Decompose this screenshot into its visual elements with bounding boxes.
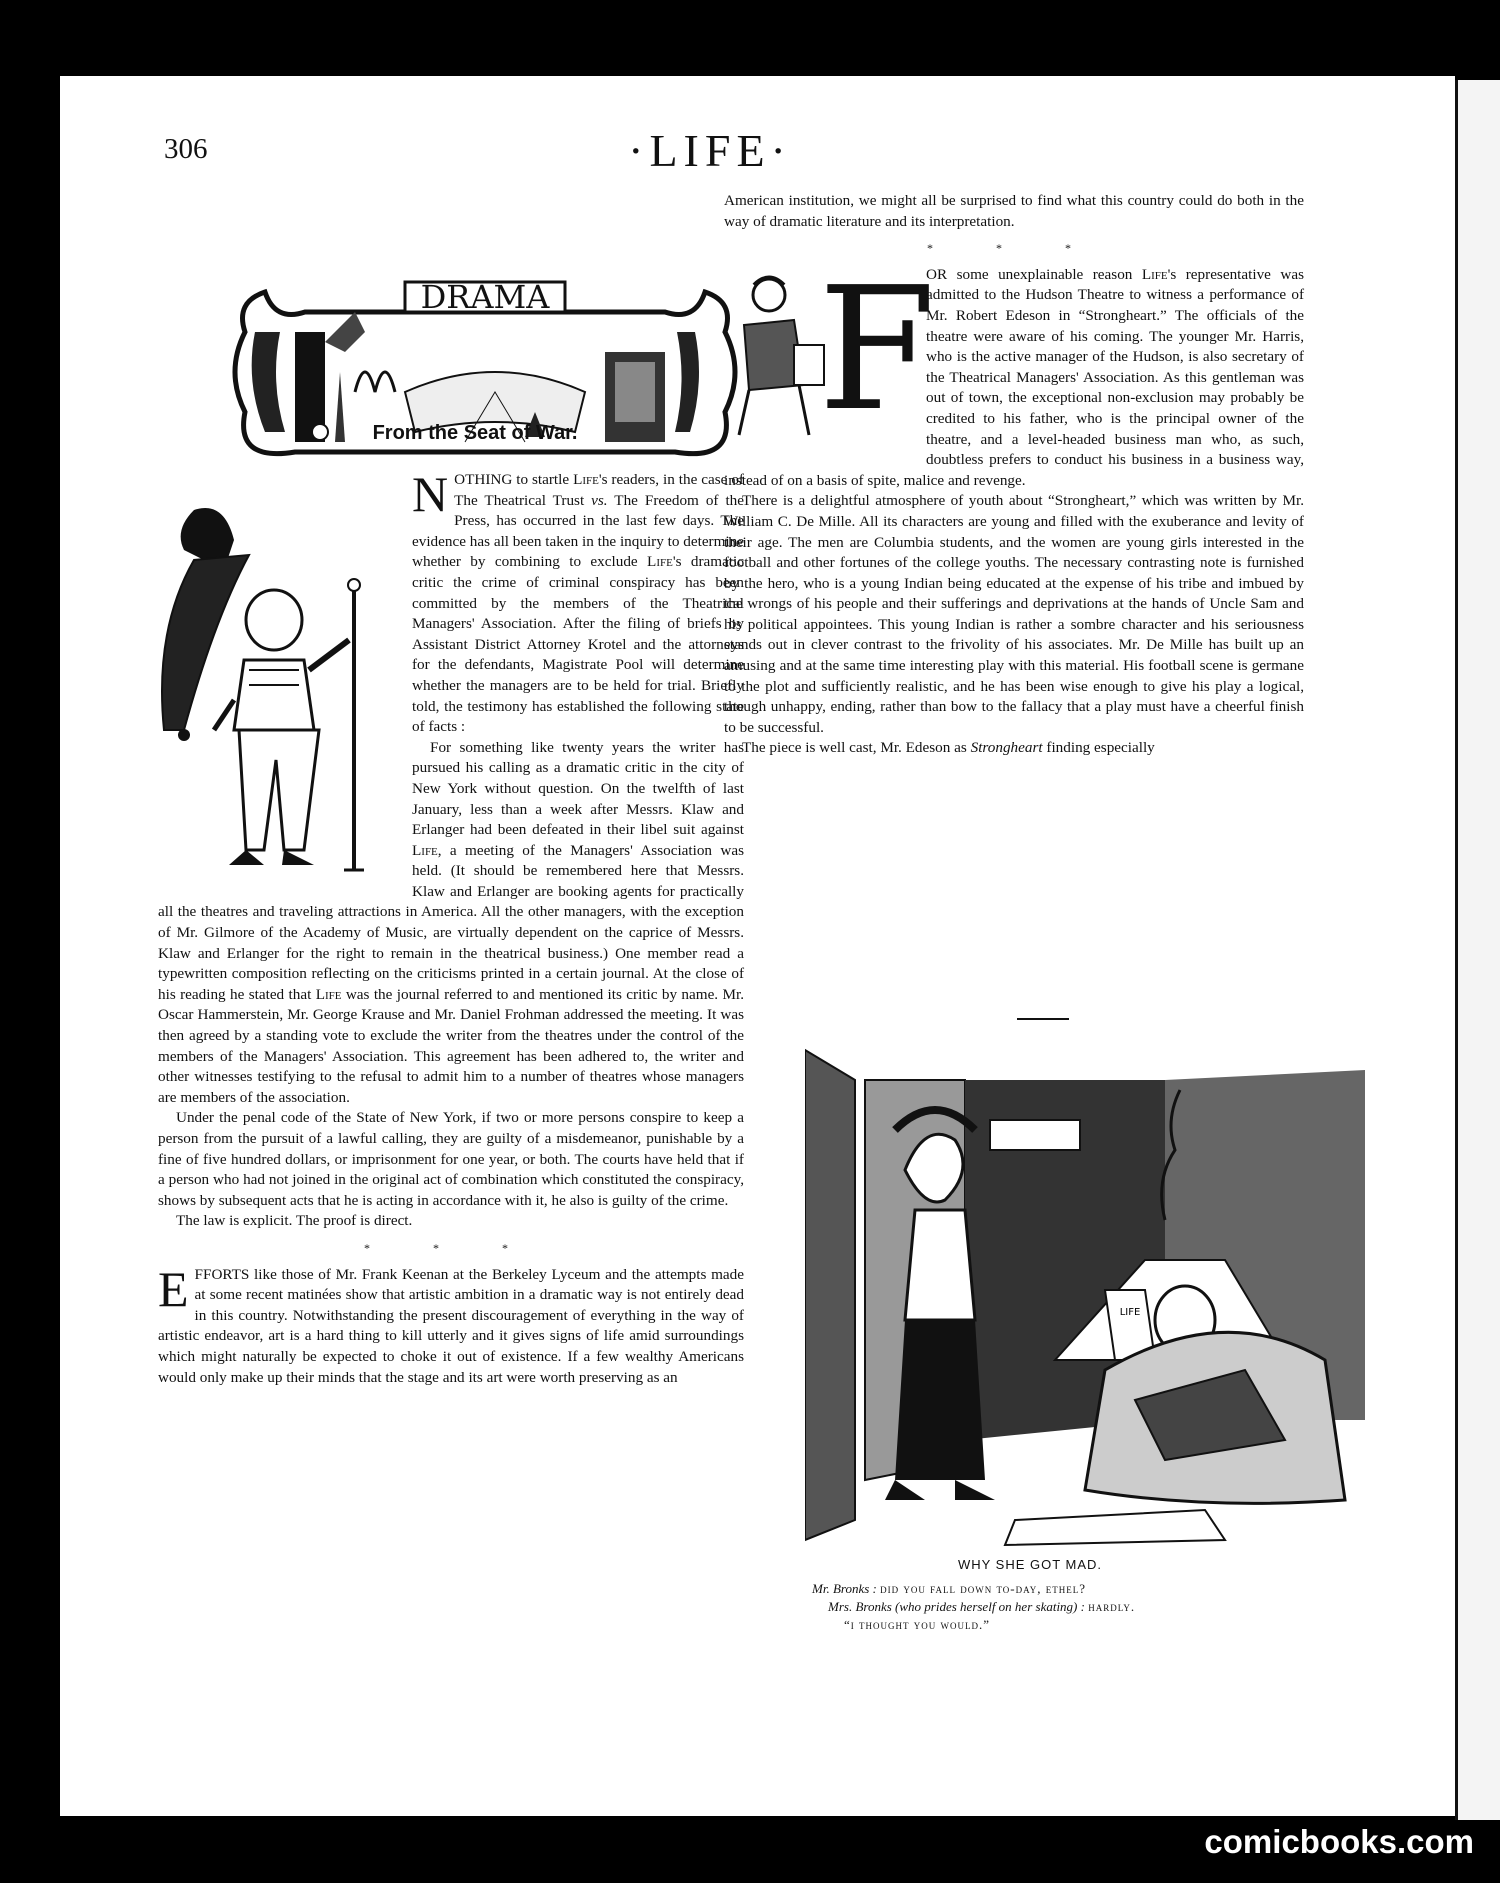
- column-rule: [1017, 1018, 1069, 1020]
- drop-cap-f: F: [818, 250, 936, 449]
- drama-banner-title: DRAMA: [420, 278, 550, 316]
- paragraph-text: FFORTS like those of Mr. Frank Keenan at the Berkeley Lyceum and the attempts made at some recent matinées show that artistic ambition in a dramatic way is not entirely dead in this country. Notwithstanding the present discouragement of everything in the way of artistic endeavor, art is a hard thing to kill utterly and it gives signs of life amid surroundings which might naturally be expected to choke it out of existence. If a few wealthy Americans would only make up their minds that the stage and its art were worth preserving as an: [158, 1265, 744, 1386]
- paragraph-text: Life: [1141, 265, 1168, 283]
- section-divider-stars: * * *: [364, 1240, 538, 1255]
- paragraph-text: Life: [315, 985, 342, 1003]
- cartoon-caption-title: WHY SHE GOT MAD.: [957, 1557, 1103, 1572]
- drama-paragraph-6: American institution, we might all be surprised to find what this country could do both in the way of dramatic literature and its interpretation.: [724, 192, 1304, 230]
- drama-paragraph-3: Under the penal code of the State of New York, if two or more persons conspire to keep a person from the pursuit of a lawful calling, they are guilty of a misdemeanor, punishable by a fine of five hundred dollars, or imprisonment for one year, or both. The courts have held that if a person who had not joined in the original act of combination which constituted the conspiracy, shows by subsequent acts that he is acting in accordance with it, he also is guilty of the crime.: [158, 1109, 744, 1209]
- caption-line-1: [812, 1580, 1272, 1598]
- drama-banner: [225, 272, 745, 484]
- cartoon-illustration: [805, 1040, 1365, 1550]
- drop-cap-e: E: [158, 1260, 189, 1317]
- cartoon-drawing: [805, 1040, 1365, 1550]
- section-divider-stars: * * *: [927, 241, 1101, 256]
- paragraph-text: The piece is well cast, Mr. Edeson as: [742, 739, 971, 757]
- drama-banner-illustration: [225, 272, 745, 484]
- paragraph-text: vs.: [591, 491, 608, 509]
- drama-paragraph-5: [158, 1260, 744, 1389]
- paragraph-text: was the journal referred to and mentioned its critic by name. Mr. Oscar Hammerstein, Mr. George Krause and Mr. Daniel Frohman addressed the meeting. It was then agreed by a standing vote to exclude the writer from the theatres under the control of the members of the Managers' Association. This agreement has been adhered to, the writer and other witnesses testifying to the refusal to admit him to a number of theatres whose managers are members of the association.: [158, 985, 744, 1106]
- caption-dialogue: did you fall down to-day, ethel?: [880, 1581, 1087, 1596]
- drama-paragraph-4: The law is explicit. The proof is direct.: [176, 1212, 413, 1230]
- caption-speaker: Mrs. Bronks (who prides herself on her skating) :: [828, 1599, 1085, 1614]
- right-column: [724, 191, 1304, 759]
- paragraph-text: Life: [573, 471, 599, 488]
- site-watermark: comicbooks.com: [1204, 1823, 1474, 1860]
- page-number: 306: [164, 133, 208, 165]
- paragraph-text: 's representative was admitted to the Hudson Theatre to witness a performance of Mr. Robert Edeson in “Strongheart.” The officials of the theatre were aware of his coming. The younger Mr. Harris, who is the active manager of the Hudson, is also secretary of the Theatrical Managers' Association. As this gentleman was out of town, the exceptional non-exclusion may probably be credited to his father, who is the principal owner of the theatre, and a level-headed business man who, as such, doubtless prefers to conduct his business in a business way, instead of on a basis of spite, malice and revenge.: [724, 265, 1304, 489]
- caption-speaker: Mr. Bronks :: [812, 1581, 877, 1596]
- caption-line-3: [812, 1616, 1272, 1634]
- decorative-initial-f: [724, 250, 936, 455]
- left-column: [158, 466, 745, 1388]
- cartoon-caption: [812, 1580, 1272, 1634]
- masthead: ·LIFE·: [628, 125, 792, 176]
- caption-line-2: [812, 1598, 1272, 1616]
- paragraph-text: 's readers, in the case of The Theatrical Trust: [454, 471, 744, 509]
- paragraph-text: OTHING to startle: [454, 471, 574, 488]
- paragraph-text: The Freedom of the Press, has occurred in the last few days. The evidence has all been taken in the inquiry to determine whether by combining to exclude: [412, 491, 745, 571]
- paragraph-text: OR some unexplainable reason: [926, 265, 1142, 283]
- paragraph-text: Strongheart: [970, 739, 1043, 757]
- section-title: From the Seat of War.: [372, 422, 578, 444]
- paragraph-text: Life: [412, 841, 438, 859]
- paragraph-text: , a meeting of the Managers' Association was held. (It should be remembered here that Messrs. Klaw and Erlanger are booking agents for practically all the theatres and traveling attractions in America. All the other managers, with the exception of Mr. Gilmore of the Academy of Music, are virtually dependent on the caprice of Messrs. Klaw and Erlanger for the right to remain in the theatrical business.) One member read a typewritten composition reflecting on the criticisms printed in a certain journal. At the close of his reading he stated that: [158, 841, 744, 1003]
- caption-dialogue: hardly.: [1088, 1599, 1136, 1614]
- drama-paragraph-9: [724, 738, 1304, 759]
- paragraph-text: finding especially: [1042, 739, 1155, 757]
- paragraph-text: Life: [647, 553, 673, 571]
- next-page-edge: [1455, 80, 1500, 1820]
- cartoon-book-label: LIFE: [1119, 1307, 1141, 1318]
- paragraph-text: For something like twenty years the writer has pursued his calling as a dramatic critic in the city of New York without question. On the twelfth of last January, less than a week after Messrs. Klaw and Erlanger had been defeated in their libel suit against: [412, 738, 744, 839]
- caption-dialogue: “i thought you would.”: [844, 1617, 991, 1632]
- drop-cap-n: N: [412, 466, 449, 522]
- soldier-illustration: [154, 470, 404, 890]
- paragraph-text: 's dramatic critic the crime of criminal conspiracy has been committed by the members of the Theatrical Managers' Association. After the filing of briefs by Assistant District Attorney Krotel and the attorneys for the defendants, Magistrate Pool will determine whether the managers are to be held for trial. Briefly told, the testimony has established the following state of facts :: [412, 553, 744, 736]
- drama-paragraph-8: There is a delightful atmosphere of youth about “Strongheart,” which was written by Mr. William C. De Mille. All its characters are young and filled with the exuberance and levity of their age. The men are Columbia students, and the women are young girls interested in the football and other fortunes of the college youths. The necessary contrasting note is furnished by the hero, who is a young Indian being educated at the expense of his tribe and imbued by the wrongs of his people and their sufferings and deprivations at the hands of Uncle Sam and his political appointees. This young Indian is rather a sombre character and his seriousness stands out in clever contrast to the frivolity of his associates. Mr. De Mille has built up an amusing and at the same time interesting play with this material. His football scene is germane to the plot and sufficiently realistic, and he has been wise enough to give his play a logical, though unhappy, ending, rather than bow to the fallacy that a play must have a cheerful finish to be successful.: [724, 492, 1304, 736]
